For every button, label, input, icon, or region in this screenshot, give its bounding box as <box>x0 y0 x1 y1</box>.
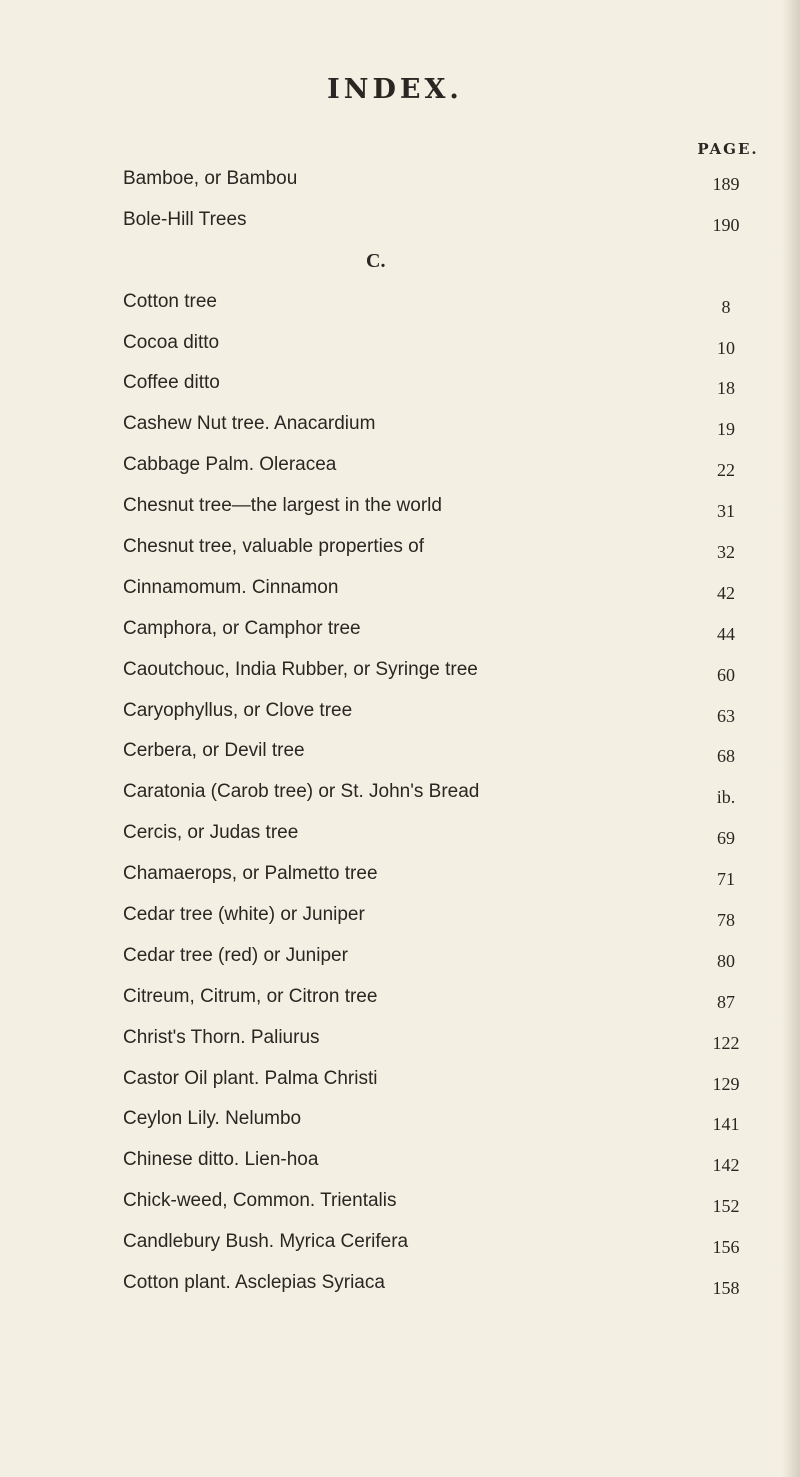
entry-page: 78 <box>717 910 735 931</box>
index-entry <box>0 567 800 608</box>
entry-name: Chamaerops, or Palmetto tree <box>123 863 378 885</box>
entry-name: Castor Oil plant. Palma Christi <box>123 1067 378 1089</box>
entry-name: Cinnamomum. Cinnamon <box>123 576 339 598</box>
entry-page: 158 <box>712 1278 740 1299</box>
entry-page: 18 <box>717 378 735 399</box>
entry-page: 44 <box>717 623 735 644</box>
entry-page: 32 <box>717 542 735 563</box>
entry-name: Cotton tree <box>123 290 217 312</box>
index-entry <box>0 281 800 322</box>
index-entry <box>0 1262 800 1303</box>
entry-name: Caratonia (Carob tree) or St. John's Bread <box>123 781 480 803</box>
entry-page: 60 <box>717 664 735 685</box>
entry-name: Cabbage Palm. Oleracea <box>123 454 337 476</box>
entry-page: 141 <box>712 1114 740 1135</box>
entry-page: 80 <box>717 950 735 971</box>
entry-page: 31 <box>717 501 735 522</box>
entry-name: Cedar tree (white) or Juniper <box>123 904 365 926</box>
entry-name: Cocoa ditto <box>123 331 220 353</box>
entry-page: 42 <box>717 582 735 603</box>
entry-name: Cedar tree (red) or Juniper <box>123 944 348 966</box>
index-entry <box>0 1058 800 1099</box>
entry-name: Caryophyllus, or Clove tree <box>123 699 353 721</box>
entry-page: 69 <box>717 828 735 849</box>
entry-page: 122 <box>712 1032 740 1053</box>
index-entry <box>0 199 800 240</box>
entry-name: Cerbera, or Devil tree <box>123 740 305 762</box>
index-entry <box>0 1017 800 1058</box>
entry-name: Chick-weed, Common. Trientalis <box>123 1190 397 1212</box>
entry-name: Chesnut tree—the largest in the world <box>123 495 442 517</box>
entry-page: 8 <box>721 296 731 317</box>
section-heading <box>0 240 800 281</box>
index-entry <box>0 526 800 567</box>
index-entry <box>0 1139 800 1180</box>
entry-page: 156 <box>712 1237 740 1258</box>
entry-name: Cotton plant. Asclepias Syriaca <box>123 1272 385 1294</box>
index-entry <box>0 771 800 812</box>
entry-name: Cashew Nut tree. Anacardium <box>123 413 376 435</box>
index-entry <box>0 444 800 485</box>
index-entry <box>0 608 800 649</box>
index-entry <box>0 894 800 935</box>
index-entry <box>0 853 800 894</box>
entry-page: 68 <box>717 746 735 767</box>
entry-name: Camphora, or Camphor tree <box>123 617 361 639</box>
page-column-header: PAGE. <box>697 140 759 158</box>
entry-name: Chinese ditto. Lien-hoa <box>123 1149 319 1171</box>
index-entry <box>0 485 800 526</box>
index-entry <box>0 1221 800 1262</box>
index-entry <box>0 1098 800 1139</box>
index-entry <box>0 690 800 731</box>
entry-name: Candlebury Bush. Myrica Cerifera <box>123 1231 409 1253</box>
index-entry <box>0 322 800 363</box>
entry-name: Christ's Thorn. Paliurus <box>123 1026 320 1048</box>
entry-name: Citreum, Citrum, or Citron tree <box>123 985 378 1007</box>
entry-name: Bamboe, or Bambou <box>123 168 298 189</box>
entry-name: Coffee ditto <box>123 372 220 394</box>
index-entry <box>0 812 800 853</box>
entry-name: Chesnut tree, valuable properties of <box>123 536 425 558</box>
entry-name: Cercis, or Judas tree <box>123 822 299 844</box>
entry-page: 19 <box>717 419 735 440</box>
entry-page: 142 <box>712 1155 740 1176</box>
index-entry <box>0 730 800 771</box>
index-entry <box>0 649 800 690</box>
entry-page: 71 <box>717 869 735 890</box>
entry-page: 63 <box>717 705 735 726</box>
index-entry <box>0 1180 800 1221</box>
index-entry <box>0 403 800 444</box>
index-entry <box>0 976 800 1017</box>
entry-page: 22 <box>717 460 735 481</box>
entry-page: 190 <box>712 214 740 235</box>
index-entry <box>0 158 800 199</box>
entry-name: Caoutchouc, India Rubber, or Syringe tree <box>123 658 478 680</box>
section-letter: C. <box>366 249 386 272</box>
page-title: INDEX. <box>327 74 463 105</box>
entry-page: 152 <box>712 1196 740 1217</box>
index-entry <box>0 935 800 976</box>
entry-page: 189 <box>712 174 740 194</box>
entry-page: 129 <box>712 1073 740 1094</box>
entry-page: 87 <box>717 991 735 1012</box>
entry-page: 10 <box>717 337 735 358</box>
index-entry <box>0 362 800 403</box>
entry-page: ib. <box>716 787 736 808</box>
index-entries <box>0 158 800 1303</box>
entry-name: Bole-Hill Trees <box>123 208 247 230</box>
entry-name: Ceylon Lily. Nelumbo <box>123 1108 302 1130</box>
